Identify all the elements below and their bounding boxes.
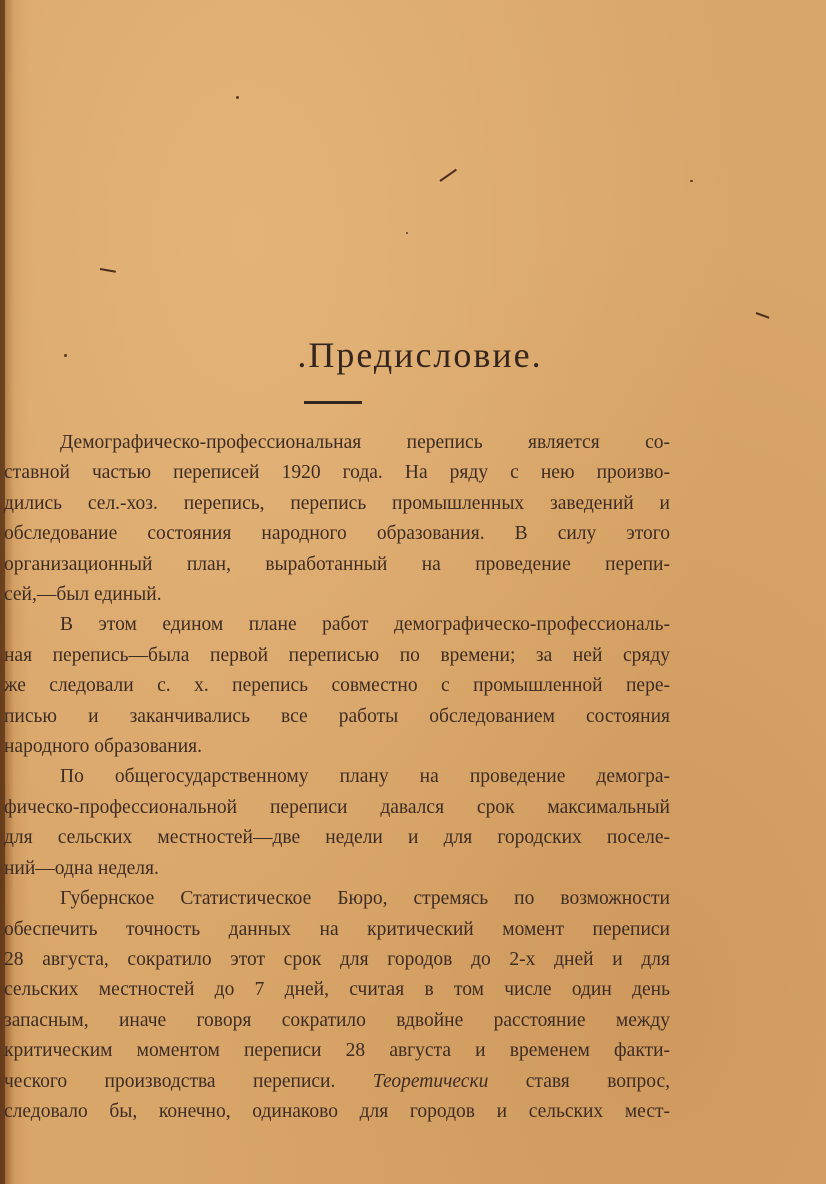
paper-speck xyxy=(406,232,408,234)
paper-speck xyxy=(236,96,239,99)
italic-emphasis: Теоретически xyxy=(372,1070,489,1092)
text-line: сей,—был единый. xyxy=(4,584,162,606)
text-line xyxy=(4,1067,670,1097)
text-line: дились сел.-хоз. перепись, перепись промышленных заведений и xyxy=(4,492,670,514)
text-line: ний—одна неделя. xyxy=(4,857,159,879)
ink-mark xyxy=(100,268,116,273)
text-line: Губернское Статистическое Бюро, стремясь по возможности xyxy=(60,888,670,910)
text-line: В этом едином плане работ демографическо-профессиональ- xyxy=(60,614,670,636)
title-underline xyxy=(304,401,362,404)
text-line: же следовали с. х. перепись совместно с промышленной пере- xyxy=(4,675,670,697)
paper-speck xyxy=(690,180,693,182)
text-line: 28 августа, сократило этот срок для городов до 2-х дней и для xyxy=(4,948,670,970)
text-line: обеспечить точность данных на критический момент переписи xyxy=(4,918,670,940)
text-line: запасным, иначе говоря сократило вдвойне расстояние между xyxy=(4,1009,670,1031)
page-title: .Предисловие. xyxy=(297,335,543,375)
text-segment: ческого производства переписи. xyxy=(4,1070,373,1092)
text-line: писью и заканчивались все работы обследованием состояния xyxy=(4,705,670,727)
ink-mark xyxy=(439,169,457,182)
text-line: фическо-профессиональной переписи давался срок максимальный xyxy=(4,796,670,818)
text-segment: ставя вопрос, xyxy=(488,1070,670,1092)
text-line: сельских местностей до 7 дней, считая в том числе один день xyxy=(4,979,670,1001)
preface-body xyxy=(4,428,670,1127)
ink-mark xyxy=(756,312,770,319)
text-line: организационный план, выработанный на проведение перепи- xyxy=(4,553,670,575)
text-line: следовало бы, конечно, одинаково для городов и сельских мест- xyxy=(4,1100,670,1122)
text-line: для сельских местностей—две недели и для городских поселе- xyxy=(4,827,670,849)
text-line: По общегосударственному плану на проведение демогра- xyxy=(60,766,670,788)
text-line: Демографическо-профессиональная перепись является со- xyxy=(60,432,670,453)
text-line: критическим моментом переписи 28 августа и временем факти- xyxy=(4,1040,670,1062)
text-line: ная перепись—была первой переписью по времени; за ней сряду xyxy=(4,644,670,666)
text-line: народного образования. xyxy=(4,736,203,758)
text-line: ставной частью переписей 1920 года. На ряду с нею произво- xyxy=(4,462,670,484)
text-line: обследование состояния народного образования. В силу этого xyxy=(4,523,670,545)
